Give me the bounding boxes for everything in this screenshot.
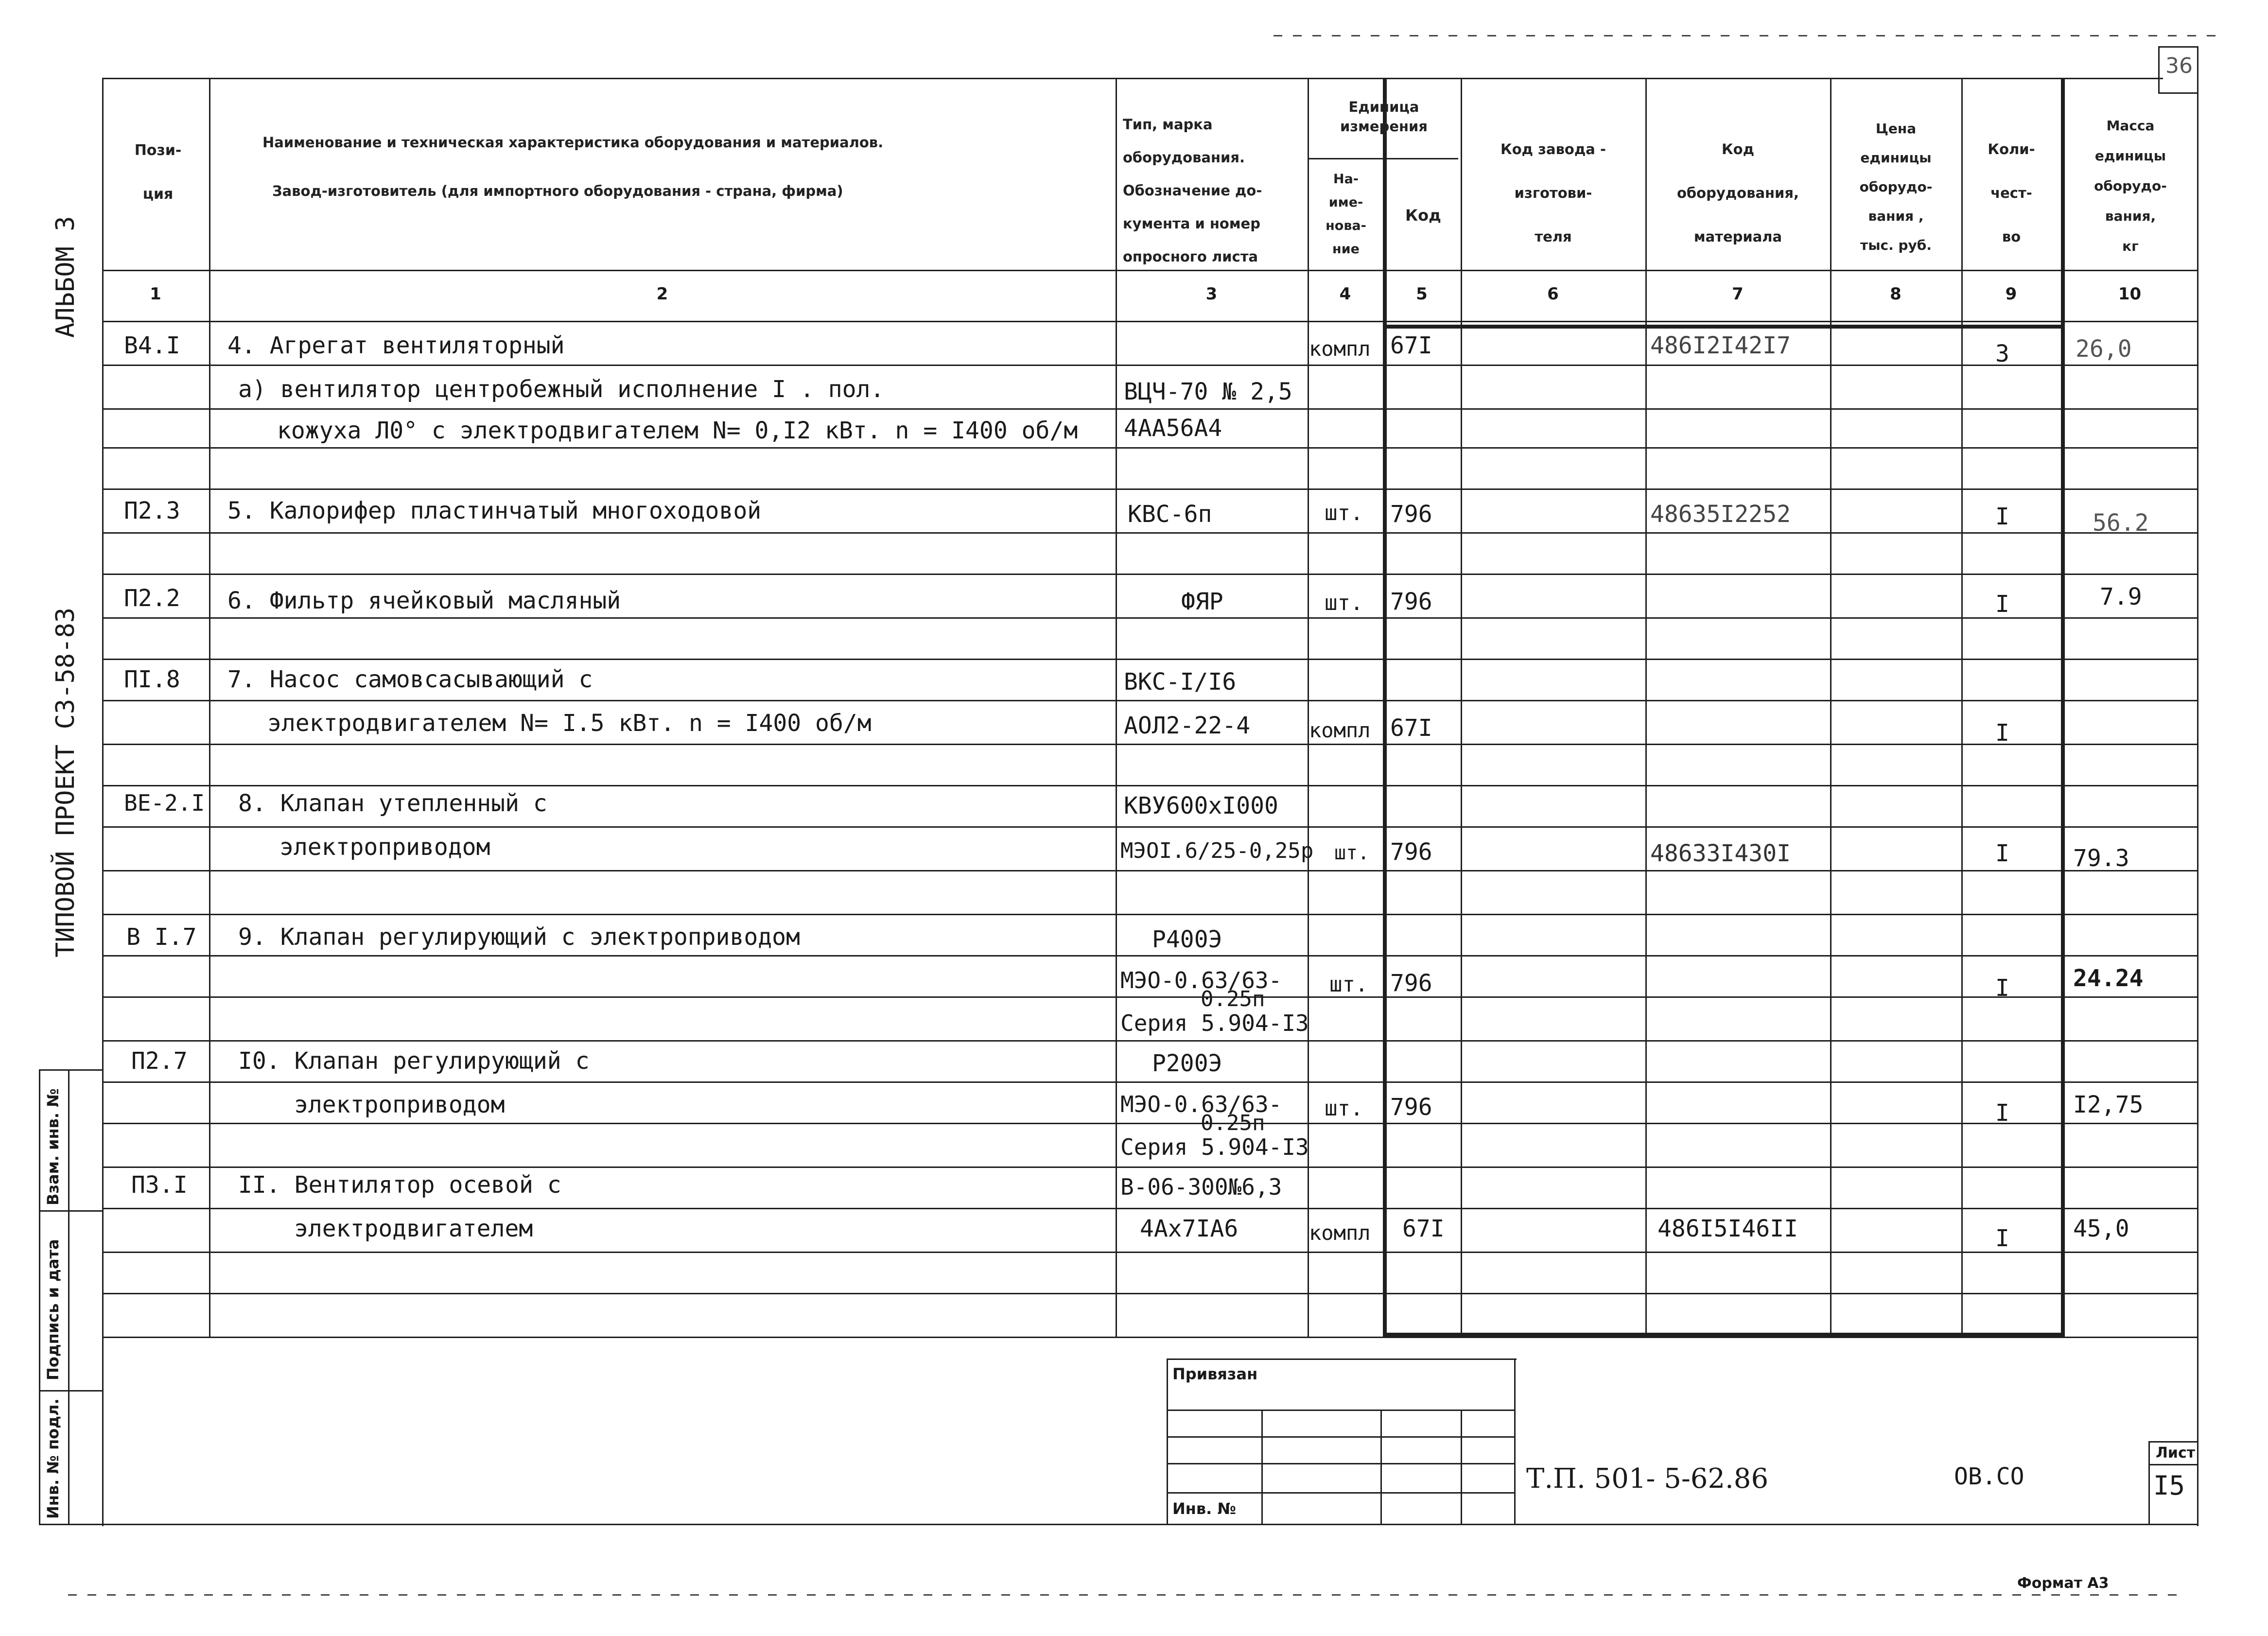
row-unit: шт.	[1329, 972, 1368, 997]
row-qty: I	[1995, 975, 2009, 1002]
row-name: электроприводом	[279, 834, 490, 861]
row-name: электродвигателем N= I.5 кВт. n = I400 об/м	[267, 710, 872, 737]
row-mass: 79.3	[2073, 845, 2129, 872]
unit-header-split	[1308, 158, 1458, 159]
col-number: 1	[150, 284, 161, 304]
stamp-top	[1167, 1358, 1517, 1360]
row-name: 6. Фильтр ячейковый масляный	[227, 587, 621, 614]
header-name-line2: Завод-изготовитель (для импортного оборудования - страна, фирма)	[272, 183, 843, 199]
side-strip-left	[39, 1069, 40, 1525]
row-qty: I	[1995, 503, 2009, 530]
row-equipment-code: 486I5I46II	[1657, 1215, 1798, 1242]
sheet-number: I5	[2153, 1470, 2185, 1501]
col-number: 4	[1339, 284, 1351, 304]
corner-box-top	[2158, 46, 2198, 48]
data-top-bold	[1383, 325, 2063, 329]
row-line	[102, 659, 2198, 660]
row-position: В I.7	[126, 923, 197, 951]
side-strip-sep1	[39, 1210, 104, 1212]
header-mass: Масса единицы оборудо- вания, кг	[2094, 118, 2167, 254]
row-type: 4Ах7IА6	[1140, 1215, 1239, 1242]
header-equipment-code: Код оборудования, материала	[1676, 141, 1799, 245]
row-name: электроприводом	[294, 1091, 505, 1118]
side-strip-mid	[68, 1069, 70, 1525]
stamp-bound-label: Привязан	[1172, 1365, 1258, 1383]
row-position: ПI.8	[124, 666, 180, 693]
row-code: 796	[1390, 838, 1432, 866]
table-bottom	[102, 1337, 2198, 1338]
row-name: 8. Клапан утепленный с	[238, 790, 547, 817]
row-equipment-code: 48635I2252	[1650, 501, 1791, 528]
row-line	[102, 744, 2198, 745]
row-line	[102, 914, 2198, 915]
row-name: а) вентилятор центробежный исполнение I . пол.	[238, 376, 885, 403]
corner-box-right	[2197, 46, 2198, 94]
data-bottom-bold	[1383, 1333, 2063, 1337]
stamp-mark: ОВ.СО	[1954, 1463, 2024, 1490]
row-position: П2.2	[124, 585, 180, 612]
header-unit: Единица измерения	[1340, 99, 1428, 135]
row-type: ФЯР	[1181, 588, 1223, 615]
row-line	[102, 574, 2198, 575]
row-unit: компл	[1309, 718, 1371, 742]
sheet-corner-number: 36	[2165, 53, 2193, 78]
stamp-col-3	[1461, 1410, 1462, 1525]
side-label-replace-inv: Взам. инв. №	[44, 1088, 62, 1205]
footer-dashes	[68, 1594, 2178, 1596]
row-mass: 56.2	[2093, 509, 2149, 537]
col-number: 9	[2005, 284, 2017, 304]
row-qty: I	[1995, 1225, 2009, 1252]
top-dashes	[1274, 35, 2221, 36]
row-code: 796	[1390, 588, 1432, 615]
row-position: П3.I	[131, 1171, 188, 1199]
row-line	[102, 447, 2198, 449]
header-factory-code: Код завода - изготови- теля	[1500, 141, 1606, 245]
row-line	[102, 488, 2198, 490]
side-label-orig-inv: Инв. № подл.	[44, 1398, 62, 1519]
row-type-line3: Серия 5.904-I3	[1120, 1134, 1309, 1160]
row-name: 4. Агрегат вентиляторный	[227, 332, 565, 359]
col-number: 8	[1890, 284, 1902, 304]
row-name: кожуха Л0° с электродвигателем N= 0,I2 кВт. n = I400 об/м	[277, 417, 1078, 444]
row-line	[102, 1081, 2198, 1083]
row-code: 67I	[1390, 332, 1432, 359]
row-mass: 45,0	[2073, 1215, 2129, 1242]
row-type: Р400Э	[1152, 926, 1222, 953]
row-type: МЭО-0.63/63-	[1120, 967, 1282, 993]
frame-right	[2197, 92, 2198, 1526]
stamp-document-number: Т.П. 501- 5-62.86	[1526, 1463, 1769, 1495]
stamp-left	[1167, 1358, 1168, 1525]
row-line	[102, 826, 2198, 828]
stamp-row-4	[1167, 1492, 1516, 1494]
row-line	[102, 1166, 2198, 1168]
row-code: 67I	[1402, 1215, 1445, 1242]
col-number: 3	[1205, 284, 1218, 304]
frame-bottom	[39, 1524, 2198, 1525]
row-qty: I	[1995, 719, 2009, 747]
row-equipment-code: 486I2I42I7	[1650, 332, 1791, 359]
row-position: В4.I	[124, 332, 180, 359]
row-type-line3: Серия 5.904-I3	[1120, 1010, 1309, 1036]
row-unit: шт.	[1325, 501, 1363, 525]
row-type-line2: 0.25п	[1201, 987, 1265, 1011]
row-unit: шт.	[1325, 591, 1363, 615]
stamp-col-1	[1261, 1410, 1263, 1525]
col-line-2	[1116, 78, 1117, 1337]
col-number: 6	[1547, 284, 1559, 304]
row-code: 796	[1390, 501, 1432, 528]
col-line-7	[1830, 78, 1832, 1337]
stamp-inv-label: Инв. №	[1172, 1499, 1236, 1518]
row-mass: I2,75	[2073, 1091, 2144, 1118]
header-name-line1: Наименование и техническая характеристика оборудования и материалов.	[262, 134, 884, 151]
row-line	[102, 1123, 2198, 1124]
frame-top-right	[2158, 92, 2198, 94]
row-line	[102, 617, 2198, 619]
row-type: ВКС-I/I6	[1124, 668, 1237, 696]
row-qty: I	[1995, 591, 2009, 618]
side-strip-top	[39, 1069, 104, 1071]
sheet-label: Лист	[2156, 1445, 2196, 1462]
row-unit: шт.	[1325, 1096, 1363, 1121]
row-line	[102, 1208, 2198, 1209]
col-number: 7	[1732, 284, 1744, 304]
row-line	[102, 1252, 2198, 1253]
frame-top	[102, 78, 2163, 79]
col-line-5	[1461, 78, 1462, 1337]
row-mass: 7.9	[2100, 583, 2142, 610]
sheet-box-left	[2148, 1441, 2150, 1525]
col-line-8	[1961, 78, 1963, 1337]
col-line-4	[1383, 78, 1387, 1337]
row-name: I0. Клапан регулирующий с	[238, 1047, 590, 1075]
header-unit-code: Код	[1405, 206, 1441, 225]
sheet-box-top	[2148, 1441, 2198, 1443]
row-position: ВЕ-2.I	[124, 790, 205, 816]
row-type: МЭО-0.63/63-	[1120, 1091, 1282, 1117]
corner-box-left	[2158, 46, 2160, 94]
row-type-line2: 0.25п	[1201, 1111, 1265, 1135]
row-mass: 26,0	[2076, 335, 2132, 363]
row-qty: I	[1995, 840, 2009, 867]
header-type: Тип, марка оборудования. Обозначение до- кумента и номер опросного листа	[1123, 116, 1262, 265]
row-line	[102, 700, 2198, 701]
row-line	[102, 870, 2198, 871]
row-qty: 3	[1995, 340, 2009, 367]
row-unit: компл	[1309, 337, 1371, 361]
row-type: Р200Э	[1152, 1050, 1222, 1077]
stamp-row-2	[1167, 1436, 1516, 1438]
row-type: 4АА56А4	[1124, 415, 1222, 442]
side-project-label: ТИПОВОЙ ПРОЕКТ С3-58-83	[51, 607, 80, 957]
header-position: Пози- ция	[134, 142, 182, 203]
row-code: 796	[1390, 970, 1432, 997]
row-type: МЭОI.6/25-0,25р	[1120, 838, 1314, 863]
col-line-1	[209, 78, 210, 1337]
row-name: 7. Насос самовсасывающий с	[227, 666, 593, 693]
header-qty: Коли- чест- во	[1988, 141, 2035, 245]
row-code: 796	[1390, 1094, 1432, 1121]
side-strip-sep2	[39, 1390, 104, 1392]
row-equipment-code: 48633I430I	[1650, 840, 1791, 867]
colnum-bottom	[102, 321, 2198, 322]
stamp-row-1	[1167, 1410, 1516, 1411]
row-line	[102, 785, 2198, 786]
row-code: 67I	[1390, 714, 1432, 742]
col-number: 10	[2118, 284, 2142, 304]
col-number: 2	[656, 284, 668, 304]
header-unit-name: На- име- нова- ние	[1326, 172, 1366, 257]
row-type: ВЦЧ-70 № 2,5	[1124, 378, 1292, 405]
row-line	[102, 365, 2198, 366]
col-line-6	[1645, 78, 1647, 1337]
header-price: Цена единицы оборудо- вания , тыс. руб.	[1859, 121, 1933, 253]
row-name: 9. Клапан регулирующий с электроприводом	[238, 923, 800, 951]
format-label: Формат А3	[2017, 1575, 2109, 1592]
row-qty: I	[1995, 1099, 2009, 1127]
row-name: 5. Калорифер пластинчатый многоходовой	[227, 497, 762, 524]
side-album-label: АЛЬБОМ 3	[51, 216, 80, 338]
row-line	[102, 996, 2198, 998]
row-type: АОЛ2-22-4	[1124, 712, 1251, 739]
row-position: П2.3	[124, 497, 180, 524]
row-type: В-06-300№6,3	[1120, 1174, 1282, 1200]
col-line-9	[2061, 78, 2065, 1337]
row-position: П2.7	[131, 1047, 188, 1075]
side-label-sign-date: Подпись и дата	[44, 1239, 62, 1380]
stamp-col-2	[1380, 1410, 1382, 1525]
row-name: электродвигателем	[294, 1215, 533, 1242]
row-name: II. Вентилятор осевой с	[238, 1171, 561, 1199]
row-unit: компл	[1309, 1221, 1371, 1245]
row-line	[102, 532, 2198, 534]
row-unit: шт.	[1334, 842, 1370, 864]
col-number: 5	[1416, 284, 1428, 304]
row-type: КВУ600хI000	[1124, 792, 1278, 819]
row-line	[102, 955, 2198, 957]
row-line	[102, 1293, 2198, 1294]
row-line	[102, 408, 2198, 410]
stamp-row-3	[1167, 1463, 1516, 1464]
sheet-box-mid	[2148, 1464, 2198, 1465]
row-line	[102, 1040, 2198, 1042]
stamp-right	[1514, 1358, 1516, 1525]
row-type: КВС-6п	[1128, 501, 1212, 528]
row-mass: 24.24	[2073, 965, 2144, 992]
